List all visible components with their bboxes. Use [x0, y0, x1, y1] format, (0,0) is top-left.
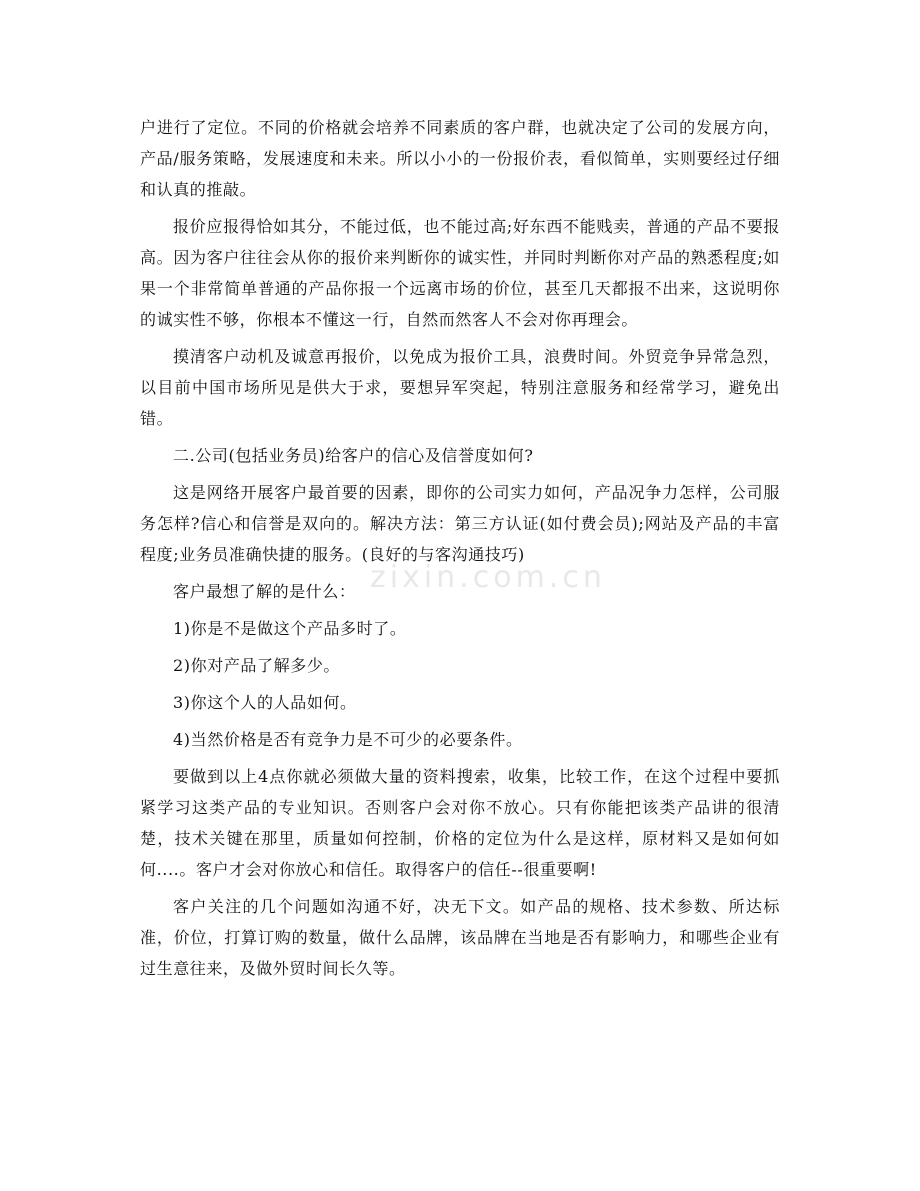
paragraph-4: 这是网络开展客户最首要的因素，即你的公司实力如何，产品况争力怎样，公司服务怎样?信心和信誉是双向的。解决方法：第三方认证(如付费会员);网站及产品的丰富程度;业务员准确快捷的服务。(良好的与客沟通技巧)	[140, 483, 780, 564]
paragraph-3: 摸清客户动机及诚意再报价，以免成为报价工具，浪费时间。外贸竞争异常急烈，以目前中国市场所见是供大于求，要想异军突起，特别注意服务和经常学习，避免出错。	[140, 347, 780, 428]
paragraph-2: 报价应报得恰如其分，不能过低，也不能过高;好东西不能贱卖，普通的产品不要报高。因为客户往往会从你的报价来判断你的诚实性，并同时判断你对产品的熟悉程度;如果一个非常简单普通的产品你报一个远离市场的价位，甚至几天都报不出来，这说明你的诚实性不够，你根本不懂这一行，自然而然客人不会对你再理会。	[140, 217, 780, 329]
paragraph-1: 户进行了定位。不同的价格就会培养不同素质的客户群，也就决定了公司的发展方向，产品/服务策略，发展速度和未来。所以小小的一份报价表，看似简单，实则要经过仔细和认真的推敲。	[140, 118, 780, 199]
list-item-2: 2)你对产品了解多少。	[173, 656, 341, 675]
list-item-1: 1)你是不是做这个产品多时了。	[173, 619, 407, 638]
paragraph-5: 要做到以上4点你就必须做大量的资料搜索，收集，比较工作，在这个过程中要抓紧学习这类产品的专业知识。否则客户会对你不放心。只有你能把该类产品讲的很清楚，技术关键在那里，质量如何控制，价格的定位为什么是这样，原材料又是如何如何....。客户才会对你放心和信任。取得客户的信任--很重要啊!	[140, 767, 780, 879]
paragraph-6: 客户关注的几个问题如沟通不好，决无下文。如产品的规格、技术参数、所达标准，价位，打算订购的数量，做什么品牌，该品牌在当地是否有影响力，和哪些企业有过生意往来，及做外贸时间长久等。	[140, 897, 780, 978]
watermark: zixin.com.cn	[370, 560, 606, 595]
list-intro: 客户最想了解的是什么：	[173, 582, 356, 601]
list-item-4: 4)当然价格是否有竞争力是不可少的必要条件。	[173, 730, 523, 749]
list-item-3: 3)你这个人的人品如何。	[173, 693, 357, 712]
section-heading: 二.公司(包括业务员)给客户的信心及信誉度如何?	[173, 446, 534, 465]
document-body	[140, 112, 780, 990]
